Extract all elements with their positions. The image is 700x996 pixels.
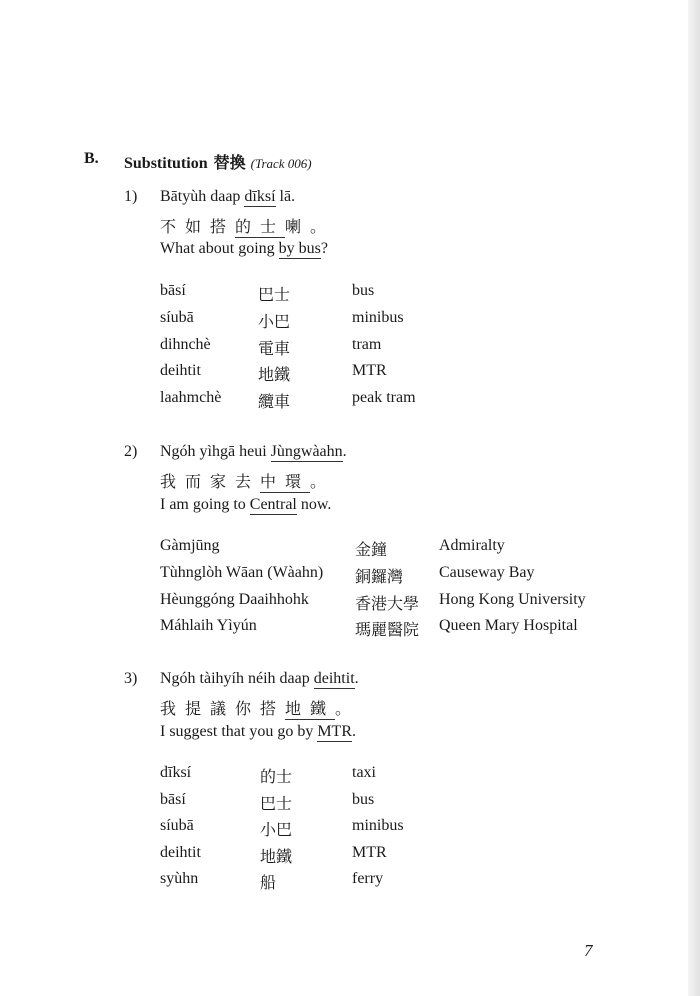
table-1-chinese: 小巴 xyxy=(258,314,291,331)
table-2-romanization: Gàmjūng xyxy=(160,537,220,554)
section-title-chinese: 替換 xyxy=(213,155,246,172)
table-2-english: Admiralty xyxy=(439,537,505,554)
text: Ngóh tàihyíh néih daap xyxy=(160,670,314,687)
table-3-english: bus xyxy=(352,791,375,808)
table-3-chinese: 地鐵 xyxy=(260,849,293,866)
substitution-slot: by bus xyxy=(278,240,321,257)
table-1-romanization: laahmchè xyxy=(160,389,222,406)
substitution-slot: 的士 xyxy=(235,219,286,236)
table-2-romanization: Máhlaih Yìyún xyxy=(160,617,257,634)
table-2-english: Queen Mary Hospital xyxy=(439,617,578,634)
table-1-english: tram xyxy=(352,336,382,353)
section-title: Substitution xyxy=(124,155,208,172)
table-2-chinese: 金鐘 xyxy=(355,542,388,559)
table-3-english: MTR xyxy=(352,844,387,861)
table-3-chinese: 船 xyxy=(260,875,277,892)
item-2-number: 2) xyxy=(124,443,138,460)
text: Bātyùh daap xyxy=(160,188,245,205)
table-2-chinese: 香港大學 xyxy=(355,596,420,613)
table-1-romanization: bāsí xyxy=(160,282,186,299)
text: What about going xyxy=(160,240,279,257)
table-2-chinese: 瑪麗醫院 xyxy=(355,622,420,639)
substitution-slot: 中環 xyxy=(260,474,311,491)
item-3-english xyxy=(160,723,356,741)
text: 喇。 xyxy=(285,219,336,236)
table-1-romanization: síubā xyxy=(160,309,194,326)
table-3-chinese: 小巴 xyxy=(260,822,293,839)
table-3-english: minibus xyxy=(352,817,404,834)
text: ? xyxy=(320,240,328,257)
substitution-slot: MTR xyxy=(317,723,352,740)
item-1-chinese xyxy=(160,214,335,237)
item-3-jyutping xyxy=(160,670,359,688)
substitution-slot: Central xyxy=(249,496,297,513)
table-1-english: minibus xyxy=(352,309,404,326)
text: I suggest that you go by xyxy=(160,723,318,740)
page-number: 7 xyxy=(584,941,593,960)
text: 我提議你搭 xyxy=(160,701,286,718)
table-1-english: bus xyxy=(352,282,375,299)
track-reference: (Track 006) xyxy=(250,156,312,171)
table-2-chinese: 銅鑼灣 xyxy=(355,569,404,586)
substitution-slot: Jùngwàahn xyxy=(270,443,343,460)
table-3-romanization: dīksí xyxy=(160,764,192,781)
text: now. xyxy=(296,496,332,513)
item-1-english xyxy=(160,240,328,258)
text: . xyxy=(342,443,347,460)
item-1-jyutping xyxy=(160,188,295,206)
table-2-romanization: Tùhnglòh Wāan (Wàahn) xyxy=(160,564,324,581)
table-1-english: MTR xyxy=(352,362,387,379)
section-letter: B. xyxy=(84,150,99,167)
table-3-chinese: 巴士 xyxy=(260,796,293,813)
text: 。 xyxy=(310,474,336,491)
table-3-romanization: síubā xyxy=(160,817,194,834)
text: Ngóh yìhgā heui xyxy=(160,443,271,460)
text: lā. xyxy=(275,188,296,205)
table-1-chinese: 電車 xyxy=(258,341,291,358)
text: 我而家去 xyxy=(160,474,261,491)
table-1-romanization: dihnchè xyxy=(160,336,211,353)
table-3-romanization: syùhn xyxy=(160,870,199,887)
table-3-chinese: 的士 xyxy=(260,769,293,786)
text: . xyxy=(352,723,356,740)
table-1-chinese: 巴士 xyxy=(258,287,291,304)
item-1-number: 1) xyxy=(124,188,138,205)
text: 不如搭 xyxy=(160,219,236,236)
item-3-number: 3) xyxy=(124,670,138,687)
table-1-english: peak tram xyxy=(352,389,416,406)
page-edge-shadow xyxy=(688,0,700,996)
text: 。 xyxy=(335,701,361,718)
text: . xyxy=(354,670,359,687)
table-1-chinese: 纜車 xyxy=(258,394,291,411)
table-3-english: taxi xyxy=(352,764,376,781)
text: I am going to xyxy=(160,496,250,513)
item-3-chinese xyxy=(160,696,360,719)
table-2-english: Causeway Bay xyxy=(439,564,535,581)
item-2-english xyxy=(160,496,331,514)
table-2-romanization: Hèunggóng Daaihhohk xyxy=(160,591,309,608)
item-2-jyutping xyxy=(160,443,347,461)
table-3-english: ferry xyxy=(352,870,384,887)
table-3-romanization: bāsí xyxy=(160,791,186,808)
table-3-romanization: deihtit xyxy=(160,844,201,861)
section-heading xyxy=(124,150,312,173)
substitution-slot: dīksí xyxy=(244,188,276,205)
table-2-english: Hong Kong University xyxy=(439,591,586,608)
table-1-romanization: deihtit xyxy=(160,362,201,379)
table-1-chinese: 地鐵 xyxy=(258,367,291,384)
item-2-chinese xyxy=(160,469,335,492)
substitution-slot: 地鐵 xyxy=(285,701,336,718)
substitution-slot: deihtit xyxy=(313,670,355,687)
